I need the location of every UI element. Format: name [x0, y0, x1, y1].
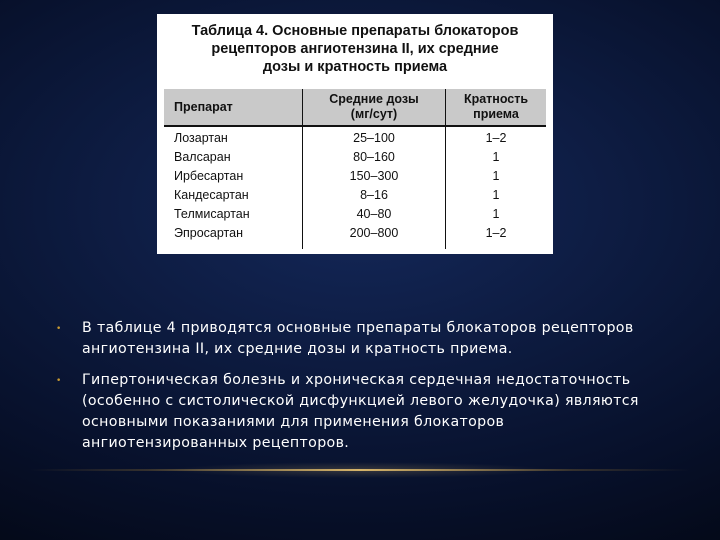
header-drug — [164, 89, 303, 126]
header-frequency-line-1: Кратность — [463, 92, 529, 106]
table-row — [164, 167, 546, 186]
cell-frequency: 1–2 — [485, 226, 507, 241]
drug-table-image — [157, 14, 553, 254]
header-drug-label: Препарат — [174, 99, 233, 114]
cell-frequency: 1 — [492, 207, 500, 222]
cell-dose: 8–16 — [303, 186, 446, 205]
bullet-marker-icon: • — [56, 324, 62, 334]
table-header-row — [164, 89, 546, 126]
cell-drug: Кандесартан — [164, 186, 303, 205]
cell-dose: 200–800 — [303, 224, 446, 249]
table-title-line-3: дозы и кратность приема — [262, 59, 448, 75]
bullet-text: Гипертоническая болезнь и хроническая сердечная недостаточность (особенно с систолической дисфункцией левого желудочка) являются основными показаниями для применения блокаторов ангиотензированных рецепторов. — [82, 372, 639, 451]
table-row — [164, 224, 546, 249]
cell-frequency: 1–2 — [485, 131, 507, 146]
cell-drug: Лозартан — [164, 126, 303, 148]
header-dose — [303, 89, 446, 126]
bullet-marker-icon: • — [56, 376, 62, 386]
header-dose-line-2: (мг/сут) — [350, 107, 398, 121]
bullet-item — [56, 370, 666, 454]
cell-drug: Валсаран — [164, 148, 303, 167]
bullet-list — [56, 318, 666, 464]
drug-dose-table — [164, 89, 546, 249]
bullet-text: В таблице 4 приводятся основные препараты блокаторов рецепторов ангиотензина II, их средние дозы и кратность приема. — [82, 320, 634, 357]
header-frequency — [446, 89, 547, 126]
accent-divider-line — [30, 469, 690, 471]
table-row — [164, 148, 546, 167]
cell-frequency: 1 — [492, 150, 500, 165]
table-row — [164, 205, 546, 224]
header-dose-line-1: Средние дозы — [329, 92, 419, 106]
cell-frequency: 1 — [492, 169, 500, 184]
cell-frequency: 1 — [492, 188, 500, 203]
table-title-line-1: Таблица 4. Основные препараты блокаторов — [191, 23, 519, 39]
cell-drug: Ирбесартан — [164, 167, 303, 186]
cell-drug: Телмисартан — [164, 205, 303, 224]
cell-dose: 150–300 — [303, 167, 446, 186]
cell-drug: Эпросартан — [164, 224, 303, 249]
table-row — [164, 186, 546, 205]
cell-dose: 25–100 — [303, 126, 446, 148]
cell-dose: 40–80 — [303, 205, 446, 224]
table-title-line-2: рецепторов ангиотензина II, их средние — [211, 41, 499, 57]
bullet-item — [56, 318, 666, 360]
table-row — [164, 126, 546, 148]
cell-dose: 80–160 — [303, 148, 446, 167]
header-frequency-line-2: приема — [473, 107, 519, 121]
